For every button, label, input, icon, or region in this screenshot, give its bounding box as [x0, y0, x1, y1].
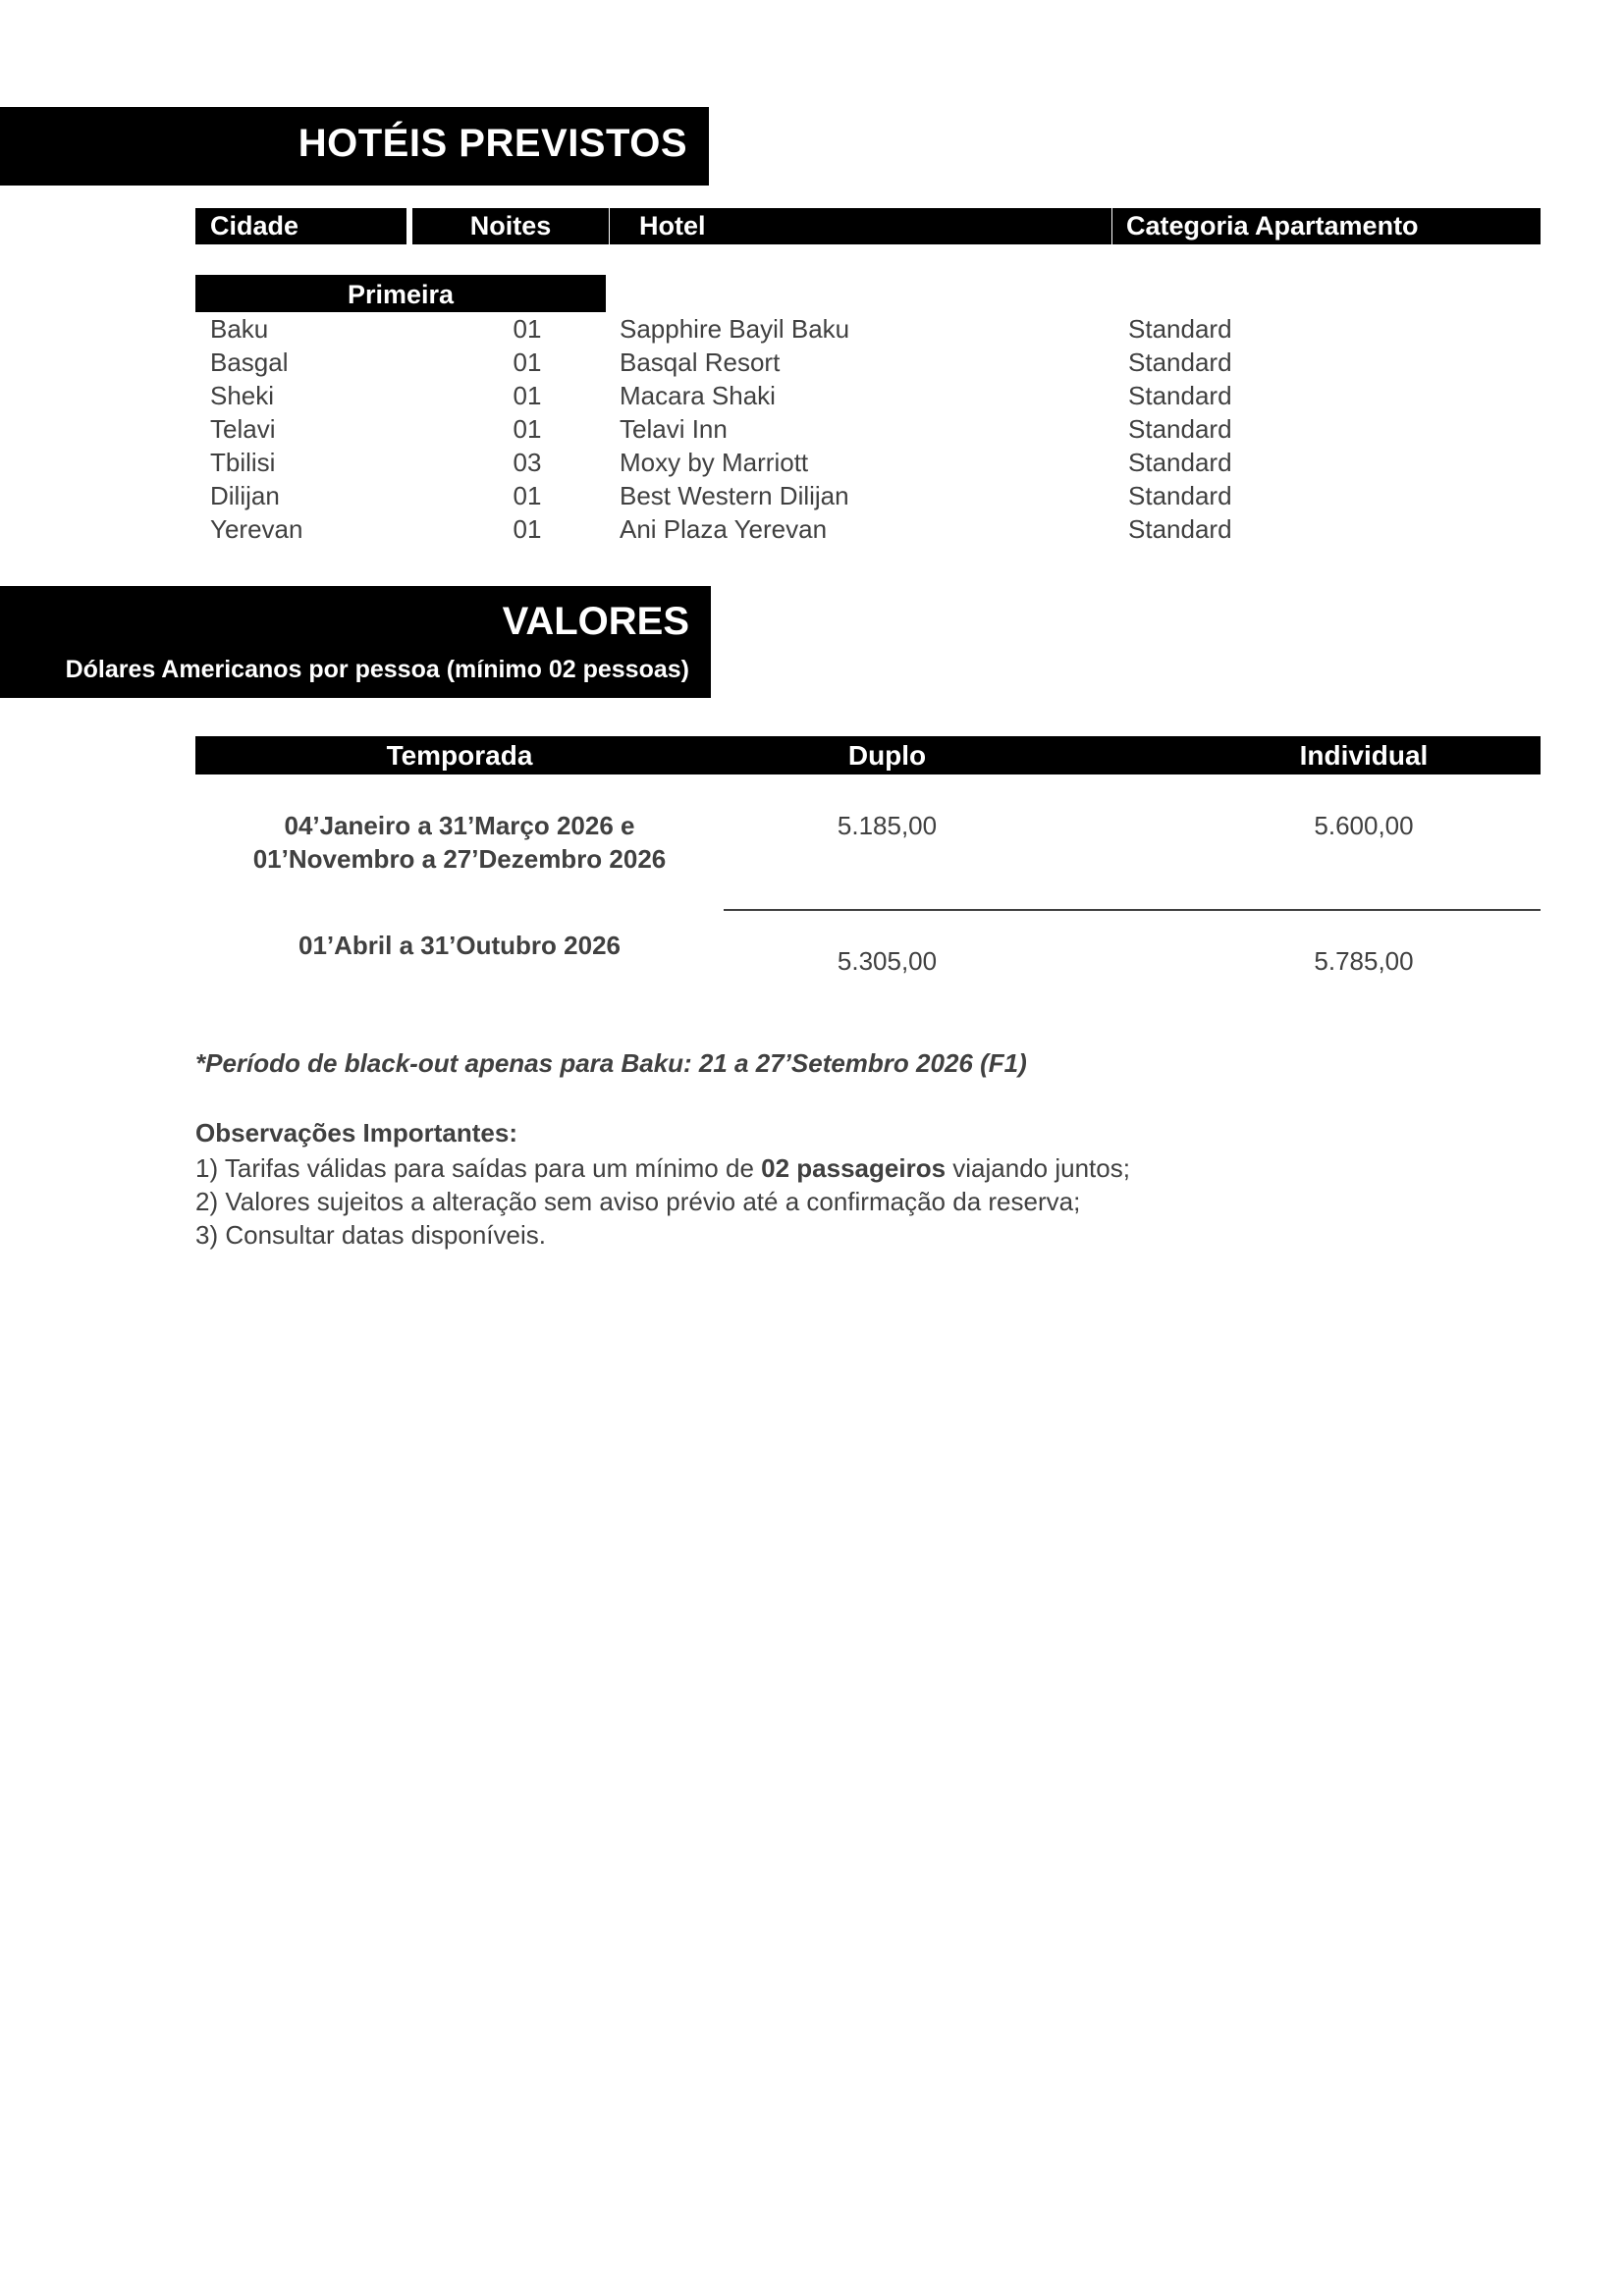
hotel-rows	[0, 312, 1624, 546]
season-2	[195, 929, 724, 962]
table-row	[0, 412, 1624, 446]
price-individual-1: 5.600,00	[1314, 811, 1414, 840]
table-row	[0, 512, 1624, 546]
header-duplo: Duplo	[847, 740, 927, 771]
cell-cidade: Baku	[210, 314, 269, 344]
table-row	[0, 479, 1624, 512]
cell-hotel: Ani Plaza Yerevan	[620, 514, 828, 544]
cell-cidade: Basgal	[210, 347, 289, 377]
cell-categoria: Standard	[1128, 448, 1232, 477]
category-label: Primeira	[195, 275, 606, 312]
cell-cidade: Sheki	[210, 381, 275, 410]
hoteis-section-title: HOTÉIS PREVISTOS	[298, 122, 687, 165]
cell-hotel: Best Western Dilijan	[620, 481, 849, 510]
valores-section-banner	[0, 586, 711, 698]
blackout-note: *Período de black-out apenas para Baku: 21 a 27’Setembro 2026 (F1)	[195, 1048, 1027, 1078]
cell-categoria: Standard	[1128, 414, 1232, 444]
season-1	[195, 809, 724, 876]
valores-section-subtitle: Dólares Americanos por pessoa (mínimo 02 pessoas)	[65, 656, 689, 683]
table-row	[0, 379, 1624, 412]
valores-section-title: VALORES	[502, 600, 689, 643]
cell-noites: 03	[513, 448, 542, 477]
price-duplo-2: 5.305,00	[837, 946, 938, 976]
cell-cidade: Tbilisi	[210, 448, 276, 477]
cell-hotel: Macara Shaki	[620, 381, 776, 410]
season-1-line-1: 04’Janeiro a 31’Março 2026 e	[284, 811, 635, 840]
row-divider	[724, 909, 1541, 911]
table-row	[0, 346, 1624, 379]
cell-hotel: Telavi Inn	[620, 414, 728, 444]
cell-noites: 01	[513, 514, 542, 544]
table-row	[0, 312, 1624, 346]
price-duplo-1: 5.185,00	[837, 811, 938, 840]
cell-noites: 01	[513, 314, 542, 344]
cell-categoria: Standard	[1128, 381, 1232, 410]
header-individual: Individual	[1299, 740, 1429, 771]
observacao-item-2: 2) Valores sujeitos a alteração sem aviso prévio até a confirmação da reserva;	[195, 1187, 1081, 1216]
cell-hotel: Moxy by Marriott	[620, 448, 809, 477]
cell-hotel: Sapphire Bayil Baku	[620, 314, 850, 344]
cell-hotel: Basqal Resort	[620, 347, 781, 377]
header-hotel: Hotel	[610, 208, 1111, 244]
price-individual-2: 5.785,00	[1314, 946, 1414, 976]
valores-table-header	[195, 736, 1541, 774]
header-cidade: Cidade	[195, 208, 406, 244]
cell-noites: 01	[513, 481, 542, 510]
observacao-item-1-bold: 02 passageiros	[761, 1153, 947, 1183]
header-noites: Noites	[412, 208, 609, 244]
cell-noites: 01	[513, 381, 542, 410]
cell-noites: 01	[513, 414, 542, 444]
observacao-item-1-prefix: 1) Tarifas válidas para saídas para um mínimo de	[195, 1153, 762, 1183]
observacao-item-1-suffix: viajando juntos;	[946, 1153, 1130, 1183]
cell-categoria: Standard	[1128, 481, 1232, 510]
observacoes-title: Observações Importantes:	[195, 1118, 518, 1148]
cell-cidade: Yerevan	[210, 514, 303, 544]
hoteis-section-banner	[0, 107, 709, 186]
header-categoria: Categoria Apartamento	[1112, 208, 1541, 244]
header-temporada: Temporada	[386, 740, 533, 771]
cell-cidade: Telavi	[210, 414, 276, 444]
observacoes-list	[195, 1151, 1130, 1252]
season-1-line-2: 01’Novembro a 27’Dezembro 2026	[252, 844, 667, 874]
cell-categoria: Standard	[1128, 514, 1232, 544]
cell-categoria: Standard	[1128, 347, 1232, 377]
season-2-line-1: 01’Abril a 31’Outubro 2026	[298, 931, 621, 960]
cell-noites: 01	[513, 347, 542, 377]
cell-categoria: Standard	[1128, 314, 1232, 344]
observacao-item-3: 3) Consultar datas disponíveis.	[195, 1220, 546, 1250]
table-row	[0, 446, 1624, 479]
cell-cidade: Dilijan	[210, 481, 280, 510]
observacao-item-1	[195, 1151, 1130, 1185]
